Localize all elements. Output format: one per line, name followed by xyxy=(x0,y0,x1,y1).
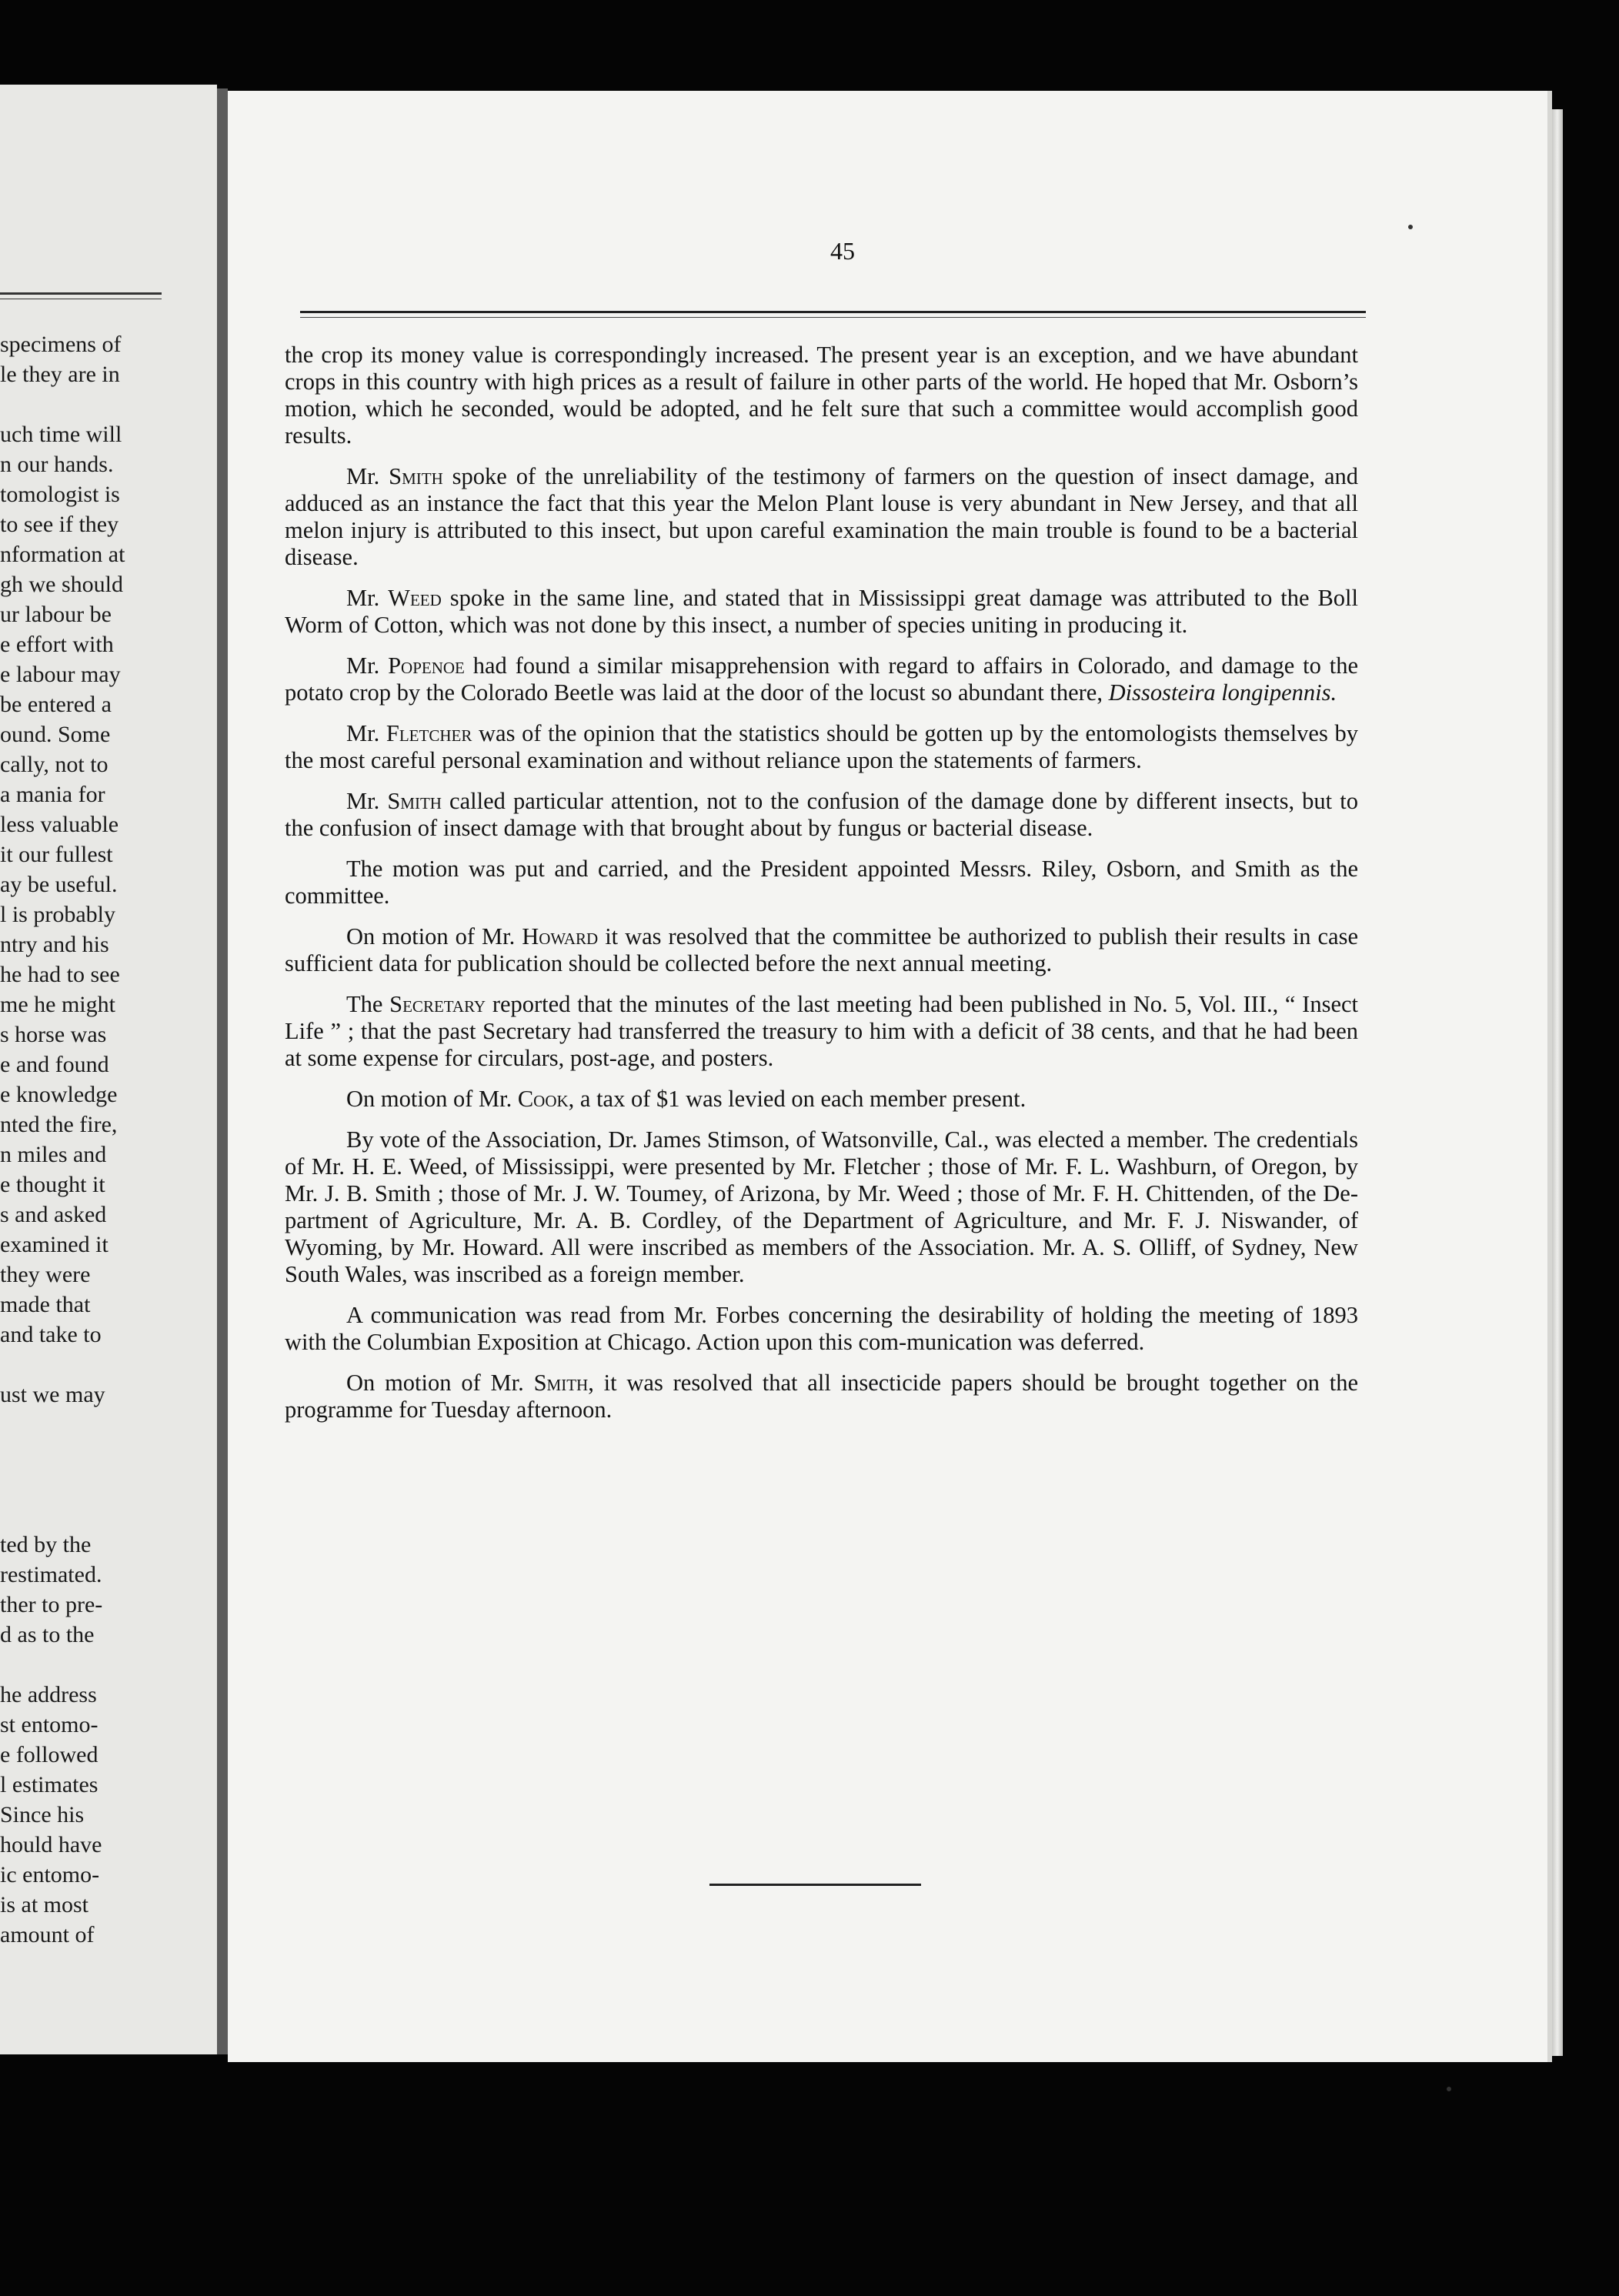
page-number: 45 xyxy=(830,237,855,265)
paragraph-text: called particular attention, not to the confusion of the damage done by different insects, but to the confusion of insect damage with that brought about by fungus or bacterial disease. xyxy=(285,788,1358,841)
left-page-line: a mania for xyxy=(0,782,105,807)
book-gutter xyxy=(217,88,228,2054)
left-page-line: e thought it xyxy=(0,1172,105,1197)
speaker-name: Weed xyxy=(388,585,442,611)
speaker-name: Fletcher xyxy=(386,720,472,746)
paragraph-text: The xyxy=(346,991,390,1017)
left-page-line: be entered a xyxy=(0,692,112,717)
left-page-line: uch time will xyxy=(0,422,122,447)
left-page-line: amount of xyxy=(0,1922,95,1947)
paragraph-text: A communication was read from Mr. Forbes concerning the desirability of holding the meeting of 1893 with the Columbian Exposition at Chicago. Action upon this com-munication was deferred. xyxy=(285,1302,1358,1355)
header-rule xyxy=(300,311,1366,318)
paragraph-text: Mr. xyxy=(346,585,389,611)
paragraph-text: spoke of the unreliability of the testimony of farmers on the question of insect damage, and adduced as an instance the fact that this year the Melon Plant louse is very abundant in New Jersey, and that all melon injury is attributed to this insect, but upon careful examination the main trouble is found to be a bacterial disease. xyxy=(285,463,1359,570)
left-page-line: ted by the xyxy=(0,1532,92,1557)
paragraph-text: Mr. xyxy=(346,652,389,679)
paragraph xyxy=(285,856,1358,909)
paragraph xyxy=(285,342,1358,449)
paragraph xyxy=(285,788,1358,842)
dust-speck xyxy=(1447,2087,1451,2091)
paragraph-text: On motion of Mr. xyxy=(346,923,522,949)
paragraph xyxy=(285,1370,1358,1423)
left-page-line xyxy=(0,1440,165,1470)
left-page-line: ic entomo- xyxy=(0,1862,100,1887)
paragraph-text: the crop its money value is correspondingly increased. The present year is an exception, and we have abundant crops in this country with high prices as a result of failure in other parts of the world. He hoped that Mr. Osborn’s motion, which he seconded, would be adopted, and he felt sure that such a committee would accomplish good results. xyxy=(285,342,1358,449)
paragraph-text: it was resolved that the committee be authorized to publish their results in case sufficient data for publication should be collected before the next annual meeting. xyxy=(285,923,1358,976)
left-page-line: e effort with xyxy=(0,632,114,657)
paragraph xyxy=(285,463,1358,571)
left-page-line: Since his xyxy=(0,1802,85,1827)
paragraph-text: had found a similar misapprehension with regard to affairs in Colorado, and damage to the potato crop by the Colorado Beetle was laid at the door of the locust so abundant there, xyxy=(285,652,1358,706)
left-page-line: ust we may xyxy=(0,1382,105,1407)
left-page-line xyxy=(0,389,165,419)
left-page-line: it our fullest xyxy=(0,842,113,867)
left-page-line: l estimates xyxy=(0,1772,98,1797)
left-page-line: ur labour be xyxy=(0,602,112,627)
left-page-line: me he might xyxy=(0,992,115,1017)
paragraph-text: By vote of the Association, Dr. James Stimson, of Watsonville, Cal., was elected a member. The credentials of Mr. H. E. Weed, of Mississippi, were presented by Mr. Fletcher ; those of Mr. F. L. Washburn, of Oregon, by Mr. J. B. Smith ; those of Mr. J. W. Toumey, of Arizona, by Mr. Weed ; those of Mr. F. H. Chittenden, of the De-partment of Agriculture, Mr. A. B. Cordley, of the Department of Agriculture, and Mr. F. J. Niswander, of Wyoming, by Mr. Howard. All were inscribed as members of the Association. Mr. A. S. Olliff, of Sydney, New South Wales, was inscribed as a foreign member. xyxy=(285,1126,1358,1287)
left-page-line: he address xyxy=(0,1682,97,1707)
left-page-line: specimens of xyxy=(0,332,122,357)
left-page-line: le they are in xyxy=(0,362,120,387)
paragraph xyxy=(285,1086,1358,1113)
species-name: Dissosteira longipennis. xyxy=(1108,679,1337,706)
left-page-line: s horse was xyxy=(0,1022,107,1047)
left-header-rule xyxy=(0,292,162,295)
speaker-name: Howard xyxy=(522,923,599,949)
paragraph-text: Mr. xyxy=(346,720,386,746)
left-page-line: ound. Some xyxy=(0,722,111,747)
left-page-line: tomologist is xyxy=(0,482,120,507)
left-page-line: hould have xyxy=(0,1832,102,1857)
paragraph-text: reported that the minutes of the last meeting had been published in No. 5, Vol. III., “ Insect Life ” ; that the past Secretary had transferred the treasury to him with a deficit of 38 cents, and that he had been at some expense for circulars, post-age, and posters. xyxy=(285,991,1359,1071)
left-page-line: s and asked xyxy=(0,1202,107,1227)
left-page-line xyxy=(0,1500,165,1530)
left-page-line: st entomo- xyxy=(0,1712,98,1737)
left-page-line: n our hands. xyxy=(0,452,114,477)
left-page-line: d as to the xyxy=(0,1622,95,1647)
page-edge xyxy=(1552,109,1563,2056)
left-page-line: l is probably xyxy=(0,902,115,927)
left-page-line: examined it xyxy=(0,1232,108,1257)
left-page-line: nted the fire, xyxy=(0,1112,118,1137)
paragraph-text: On motion of Mr. xyxy=(346,1086,518,1112)
speaker-name: Smith xyxy=(533,1370,589,1396)
paragraph xyxy=(285,585,1358,639)
left-page-line: restimated. xyxy=(0,1562,102,1587)
speaker-name: Cook xyxy=(517,1086,569,1112)
paragraph-text: Mr. xyxy=(346,463,389,489)
left-page-line xyxy=(0,1350,165,1380)
left-page-fragment xyxy=(0,85,217,2054)
left-page-line xyxy=(0,1650,165,1680)
left-page-line: e knowledge xyxy=(0,1082,118,1107)
left-page-line: less valuable xyxy=(0,812,119,837)
paragraph xyxy=(285,923,1358,977)
dust-speck xyxy=(1408,225,1413,229)
speaker-name: Smith xyxy=(389,463,443,489)
paragraph-text: was of the opinion that the statistics should be gotten up by the entomologists themselves by the most careful personal examination and without reliance upon the statements of farmers. xyxy=(285,720,1359,773)
left-page-line: cally, not to xyxy=(0,752,108,777)
paragraph-text: spoke in the same line, and stated that in Mississippi great damage was attributed to the Boll Worm of Cotton, which was not done by this insect, a number of species uniting in producing it. xyxy=(285,585,1358,638)
left-page-line: they were xyxy=(0,1262,91,1287)
paragraph xyxy=(285,720,1358,774)
speaker-name: Popenoe xyxy=(388,652,465,679)
speaker-name: Secretary xyxy=(389,991,486,1017)
paragraph-text: , it was resolved that all insecticide papers should be brought together on the programme for Tuesday afternoon. xyxy=(285,1370,1358,1423)
paragraph xyxy=(285,652,1358,706)
left-page-line: e followed xyxy=(0,1742,98,1767)
paragraph-text: , a tax of $1 was levied on each member present. xyxy=(568,1086,1026,1112)
left-page-line: made that xyxy=(0,1292,91,1317)
closing-rule xyxy=(709,1884,921,1886)
left-page-line: is at most xyxy=(0,1892,89,1917)
left-page-line: nformation at xyxy=(0,542,125,567)
left-page-line: he had to see xyxy=(0,962,120,987)
left-page-line: e labour may xyxy=(0,662,121,687)
left-page-line xyxy=(0,1470,165,1500)
left-page-text xyxy=(0,329,165,1950)
paragraph xyxy=(285,1126,1358,1288)
paragraph-text: Mr. xyxy=(346,788,388,814)
left-page-line: ther to pre- xyxy=(0,1592,103,1617)
paragraph-text: The motion was put and carried, and the President appointed Messrs. Riley, Osborn, and Smith as the committee. xyxy=(285,856,1358,909)
body-text xyxy=(285,342,1358,1437)
paragraph xyxy=(285,1302,1358,1356)
left-page-line: e and found xyxy=(0,1052,109,1077)
left-page-line: and take to xyxy=(0,1322,102,1347)
paragraph xyxy=(285,991,1358,1072)
speaker-name: Smith xyxy=(387,788,442,814)
left-page-line xyxy=(0,1410,165,1440)
left-page-line: to see if they xyxy=(0,512,119,537)
paragraph-text: On motion of Mr. xyxy=(346,1370,534,1396)
left-page-line: ay be useful. xyxy=(0,872,118,897)
left-page-line: n miles and xyxy=(0,1142,107,1167)
left-page-line: ntry and his xyxy=(0,932,109,957)
left-page-line: gh we should xyxy=(0,572,123,597)
